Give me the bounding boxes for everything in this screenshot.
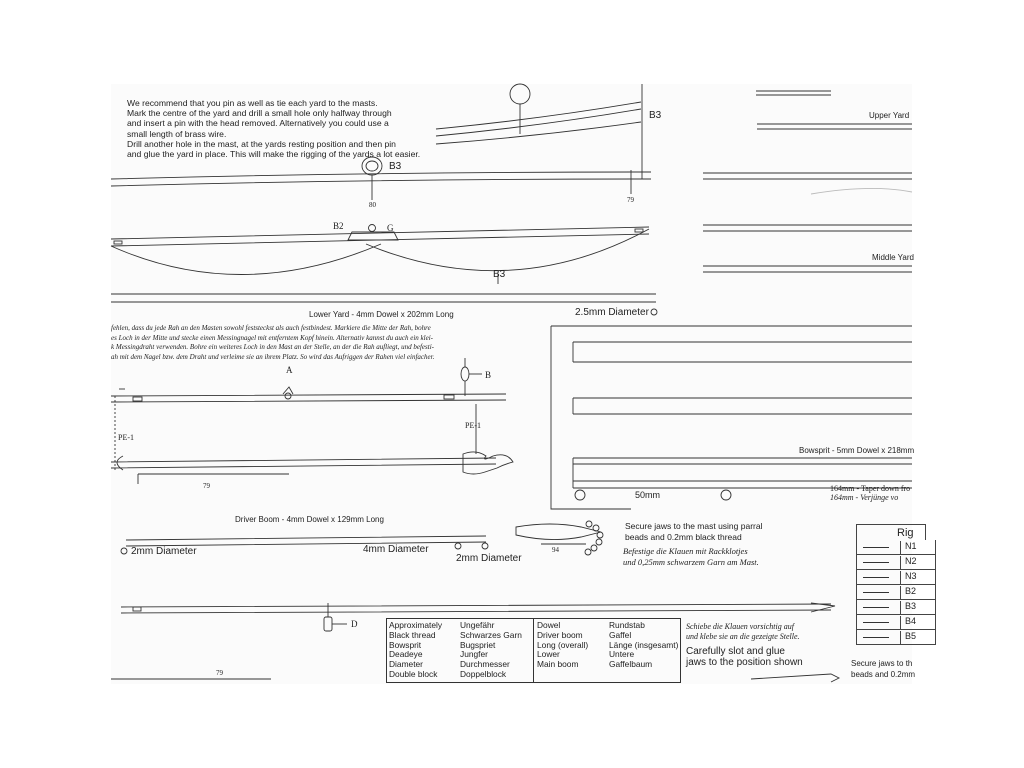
label-taper-en: 164mm - Taper down fro xyxy=(830,484,911,493)
rigging-row xyxy=(856,600,936,615)
label-upper-yard: Upper Yard xyxy=(869,111,910,120)
instruction-line: and glue the yard in place. This will make the rigging of the yards a lot easier. xyxy=(127,149,421,160)
dim-94: 94 xyxy=(552,546,559,554)
label-taper-de: 164mm - Verjünge vo xyxy=(830,493,899,502)
rigging-code: N3 xyxy=(900,571,917,584)
rigging-key xyxy=(856,524,936,674)
plan-drawing xyxy=(111,84,915,684)
rigging-code: N1 xyxy=(900,541,917,554)
block-d xyxy=(324,617,332,631)
glossary-term: Gaffel xyxy=(609,629,632,640)
label-slot-de-2: und klebe sie an die gezeigte Stelle. xyxy=(686,632,800,641)
glossary-term: Double block xyxy=(389,668,438,679)
yard-curve-top xyxy=(436,102,641,129)
block-b xyxy=(461,367,469,381)
label-lower-yard: Lower Yard - 4mm Dowel x 202mm Long xyxy=(309,310,454,319)
glossary-term: Gaffelbaum xyxy=(609,659,653,670)
glossary-table xyxy=(386,618,681,683)
rigging-row xyxy=(856,630,936,645)
glossary-col-1 xyxy=(389,621,442,680)
rigging-row xyxy=(856,585,936,600)
lower-yard-dowel xyxy=(111,294,656,302)
rigging-row xyxy=(856,570,936,585)
glossary-term: Long (overall) xyxy=(537,639,589,650)
instruction-line-de: ah mit dem Nagel bzw. dem Draht und verleime sie an ihrem Platz. So wird das Aufriggen der Rahen viel einfacher. xyxy=(111,352,435,361)
instruction-line: Drill another hole in the mast, at the yards resting position and then pin xyxy=(127,138,396,149)
glossary-term: Ungefähr xyxy=(460,620,495,630)
rigging-code: N2 xyxy=(900,556,917,569)
label-jaws-en-1: Secure jaws to the mast using parral xyxy=(625,521,763,531)
instructions-en xyxy=(127,98,437,159)
glossary-col-4 xyxy=(609,621,678,670)
rigging-title: Rig xyxy=(856,524,926,540)
rigging-code: B4 xyxy=(900,616,916,629)
yard-b3 xyxy=(111,172,651,186)
rigging-code: B2 xyxy=(900,586,916,599)
instruction-line-de: k Messingdraht verwenden. Bohre ein weiteres Loch in den Mast an der Stelle, an der die Rah aufliegt, und befesti- xyxy=(111,343,434,351)
dim-79-boom xyxy=(138,474,289,484)
mast-top-ring xyxy=(510,84,530,104)
label-jaws2-en-2: beads and 0.2mm xyxy=(851,670,916,679)
boom-lower xyxy=(111,458,496,468)
yard-right-2 xyxy=(703,173,912,179)
glossary-col-2 xyxy=(460,621,522,680)
glossary-term: Bowsprit xyxy=(389,639,422,650)
label-diam-2: 2mm Diameter xyxy=(131,546,197,557)
label-slot-de-1: Schiebe die Klauen vorsichtig auf xyxy=(686,622,794,631)
instruction-line: small length of brass wire. xyxy=(127,128,227,139)
glossary-col-3 xyxy=(537,621,588,670)
label-driver-boom: Driver Boom - 4mm Dowel x 129mm Long xyxy=(235,515,384,524)
glossary-term: Länge (insgesamt) xyxy=(609,639,679,650)
upper-yard xyxy=(757,124,912,129)
main-boom xyxy=(121,604,831,613)
label-jaws-de-2: und 0,25mm schwarzem Garn am Mast. xyxy=(623,557,759,567)
dim-79-boom: 79 xyxy=(203,482,210,490)
glossary-term: Deadeye xyxy=(389,649,423,660)
rigging-code: B3 xyxy=(900,601,916,614)
glossary-term: Driver boom xyxy=(537,629,583,640)
rigging-code: B5 xyxy=(900,631,916,644)
instruction-line: and insert a pin with the head removed. Alternatively you could use a xyxy=(127,118,389,129)
yard-right-3 xyxy=(703,225,912,231)
driver-boom xyxy=(126,536,486,546)
topmost-yard xyxy=(756,91,831,95)
label-b3-top: B3 xyxy=(649,110,662,121)
dim-79-bottom: 79 xyxy=(216,669,223,677)
jaws-parral xyxy=(516,524,601,540)
label-pe1-right: PE-1 xyxy=(465,421,481,430)
bowsprit-dowel-1 xyxy=(573,342,912,362)
label-b3-right: B3 xyxy=(389,161,402,172)
glossary-term: Black thread xyxy=(389,629,436,640)
glossary-term: Lower xyxy=(537,649,560,660)
label-jaws-de-1: Befestige die Klauen mit Rackklotjes xyxy=(623,546,748,556)
glossary-term: Bugspriet xyxy=(460,639,496,650)
b3-ring xyxy=(362,157,382,175)
bowsprit-frame xyxy=(551,326,915,509)
label-diam-2-5: 2.5mm Diameter xyxy=(575,307,649,318)
label-diam-2b: 2mm Diameter xyxy=(456,553,522,564)
glossary-term: Main boom xyxy=(537,659,579,670)
label-a: A xyxy=(286,365,293,375)
label-pe1-left: PE-1 xyxy=(118,433,134,442)
instruction-line-de: fehlen, dass du jede Rah an den Masten sowohl feststeckst als auch festbindest. Markiere die Mitte der Rah, bohre xyxy=(111,324,431,332)
glossary-term: Schwarzes Garn xyxy=(460,629,522,640)
label-jaws2-en-1: Secure jaws to th xyxy=(851,659,913,668)
label-bowsprit: Bowsprit - 5mm Dowel x 218mm xyxy=(799,446,915,455)
middle-yard xyxy=(703,266,912,272)
label-middle-yard: Middle Yard xyxy=(872,253,914,262)
parral-beads xyxy=(585,521,603,555)
glossary-term: Dowel xyxy=(537,620,561,630)
rigging-row xyxy=(856,555,936,570)
glossary-term: Doppelblock xyxy=(460,668,507,679)
glossary-term: Approximately xyxy=(389,620,443,630)
instructions-de xyxy=(111,324,471,362)
b2-block xyxy=(369,225,376,232)
glossary-term: Rundstab xyxy=(609,620,645,630)
label-slot-en-1: Carefully slot and glue xyxy=(686,646,785,657)
instruction-line-de: es Loch in der Mitte und stecke einen Messingnagel mit entferntem Kopf hinein. Alternativ kannst du auch ein klei- xyxy=(111,333,433,342)
lower-yard xyxy=(111,227,649,246)
rigging-row xyxy=(856,540,936,555)
bowsprit-dowel-2 xyxy=(573,398,912,414)
instruction-line: Mark the centre of the yard and drill a small hole only halfway through xyxy=(127,108,392,119)
glossary-term: Durchmesser xyxy=(460,659,510,670)
glossary-term: Diameter xyxy=(389,659,423,670)
label-b2: B2 xyxy=(333,221,344,231)
label-d: D xyxy=(351,619,358,629)
label-slot-en-2: jaws to the position shown xyxy=(686,657,803,668)
instruction-line: We recommend that you pin as well as tie each yard to the masts. xyxy=(127,98,378,108)
rigging-row xyxy=(856,615,936,630)
lift-arc-left xyxy=(111,244,381,275)
label-b3-bottom: B3 xyxy=(493,269,506,280)
glossary-term: Jungfer xyxy=(460,649,488,660)
label-g: G xyxy=(387,223,394,233)
dim-80: 80 xyxy=(369,201,376,209)
label-jaws-en-2: beads and 0.2mm black thread xyxy=(625,532,742,542)
dim-50mm: 50mm xyxy=(635,490,661,500)
boom-jaws xyxy=(463,452,513,474)
label-diam-4: 4mm Diameter xyxy=(363,544,429,555)
glossary-term: Untere xyxy=(609,649,635,660)
plan-sheet xyxy=(111,84,917,684)
label-b: B xyxy=(485,370,492,380)
dim-79-mast: 79 xyxy=(627,196,634,204)
